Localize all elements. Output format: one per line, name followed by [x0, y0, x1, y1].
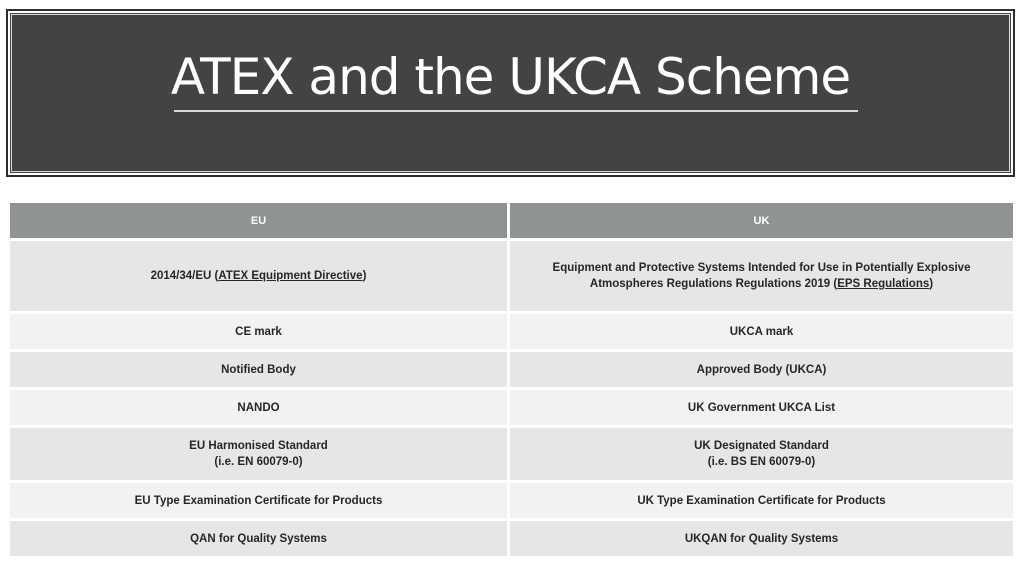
cell-eu-certificate: EU Type Examination Certificate for Products	[10, 483, 507, 518]
slide-title: ATEX and the UKCA Scheme	[170, 48, 851, 106]
cell-uk-body: Approved Body (UKCA)	[510, 352, 1013, 387]
table-row	[10, 352, 1013, 387]
cell-eu-directive	[10, 241, 507, 311]
cell-uk-mark: UKCA mark	[510, 314, 1013, 349]
table-row	[10, 483, 1013, 518]
table-header-row	[10, 203, 1013, 238]
table-row	[10, 428, 1013, 480]
header-eu: EU	[10, 203, 507, 238]
header-uk: UK	[510, 203, 1013, 238]
cell-uk-certificate: UK Type Examination Certificate for Products	[510, 483, 1013, 518]
cell-uk-regulations	[510, 241, 1013, 311]
cell-eu-mark: CE mark	[10, 314, 507, 349]
eu-standard-line2: (i.e. EN 60079-0)	[214, 456, 303, 468]
eps-regulations-link[interactable]: EPS Regulations	[837, 278, 930, 290]
uk-regulations-line2-prefix: Atmospheres Regulations Regulations 2019 (	[589, 278, 838, 290]
uk-regulations-line2-suffix: )	[929, 278, 934, 290]
table-row	[10, 521, 1013, 556]
title-underline-rule	[174, 110, 858, 112]
uk-regulations-line1: Equipment and Protective Systems Intended for Use in Potentially Explosive	[552, 262, 971, 274]
atex-directive-link[interactable]: ATEX Equipment Directive	[218, 270, 363, 282]
uk-standard-line2: (i.e. BS EN 60079-0)	[707, 456, 816, 468]
eu-directive-prefix: 2014/34/EU (	[150, 270, 219, 282]
eu-standard-line1: EU Harmonised Standard	[189, 440, 328, 452]
cell-eu-body: Notified Body	[10, 352, 507, 387]
cell-uk-standard	[510, 428, 1013, 480]
table-row	[10, 390, 1013, 425]
title-banner	[6, 9, 1015, 177]
eu-uk-comparison-table	[7, 200, 1016, 559]
table-row	[10, 241, 1013, 311]
eu-directive-suffix: )	[362, 270, 367, 282]
uk-standard-line1: UK Designated Standard	[694, 440, 829, 452]
cell-eu-quality: QAN for Quality Systems	[10, 521, 507, 556]
cell-eu-list: NANDO	[10, 390, 507, 425]
table-row	[10, 314, 1013, 349]
cell-uk-list: UK Government UKCA List	[510, 390, 1013, 425]
cell-eu-standard	[10, 428, 507, 480]
cell-uk-quality: UKQAN for Quality Systems	[510, 521, 1013, 556]
